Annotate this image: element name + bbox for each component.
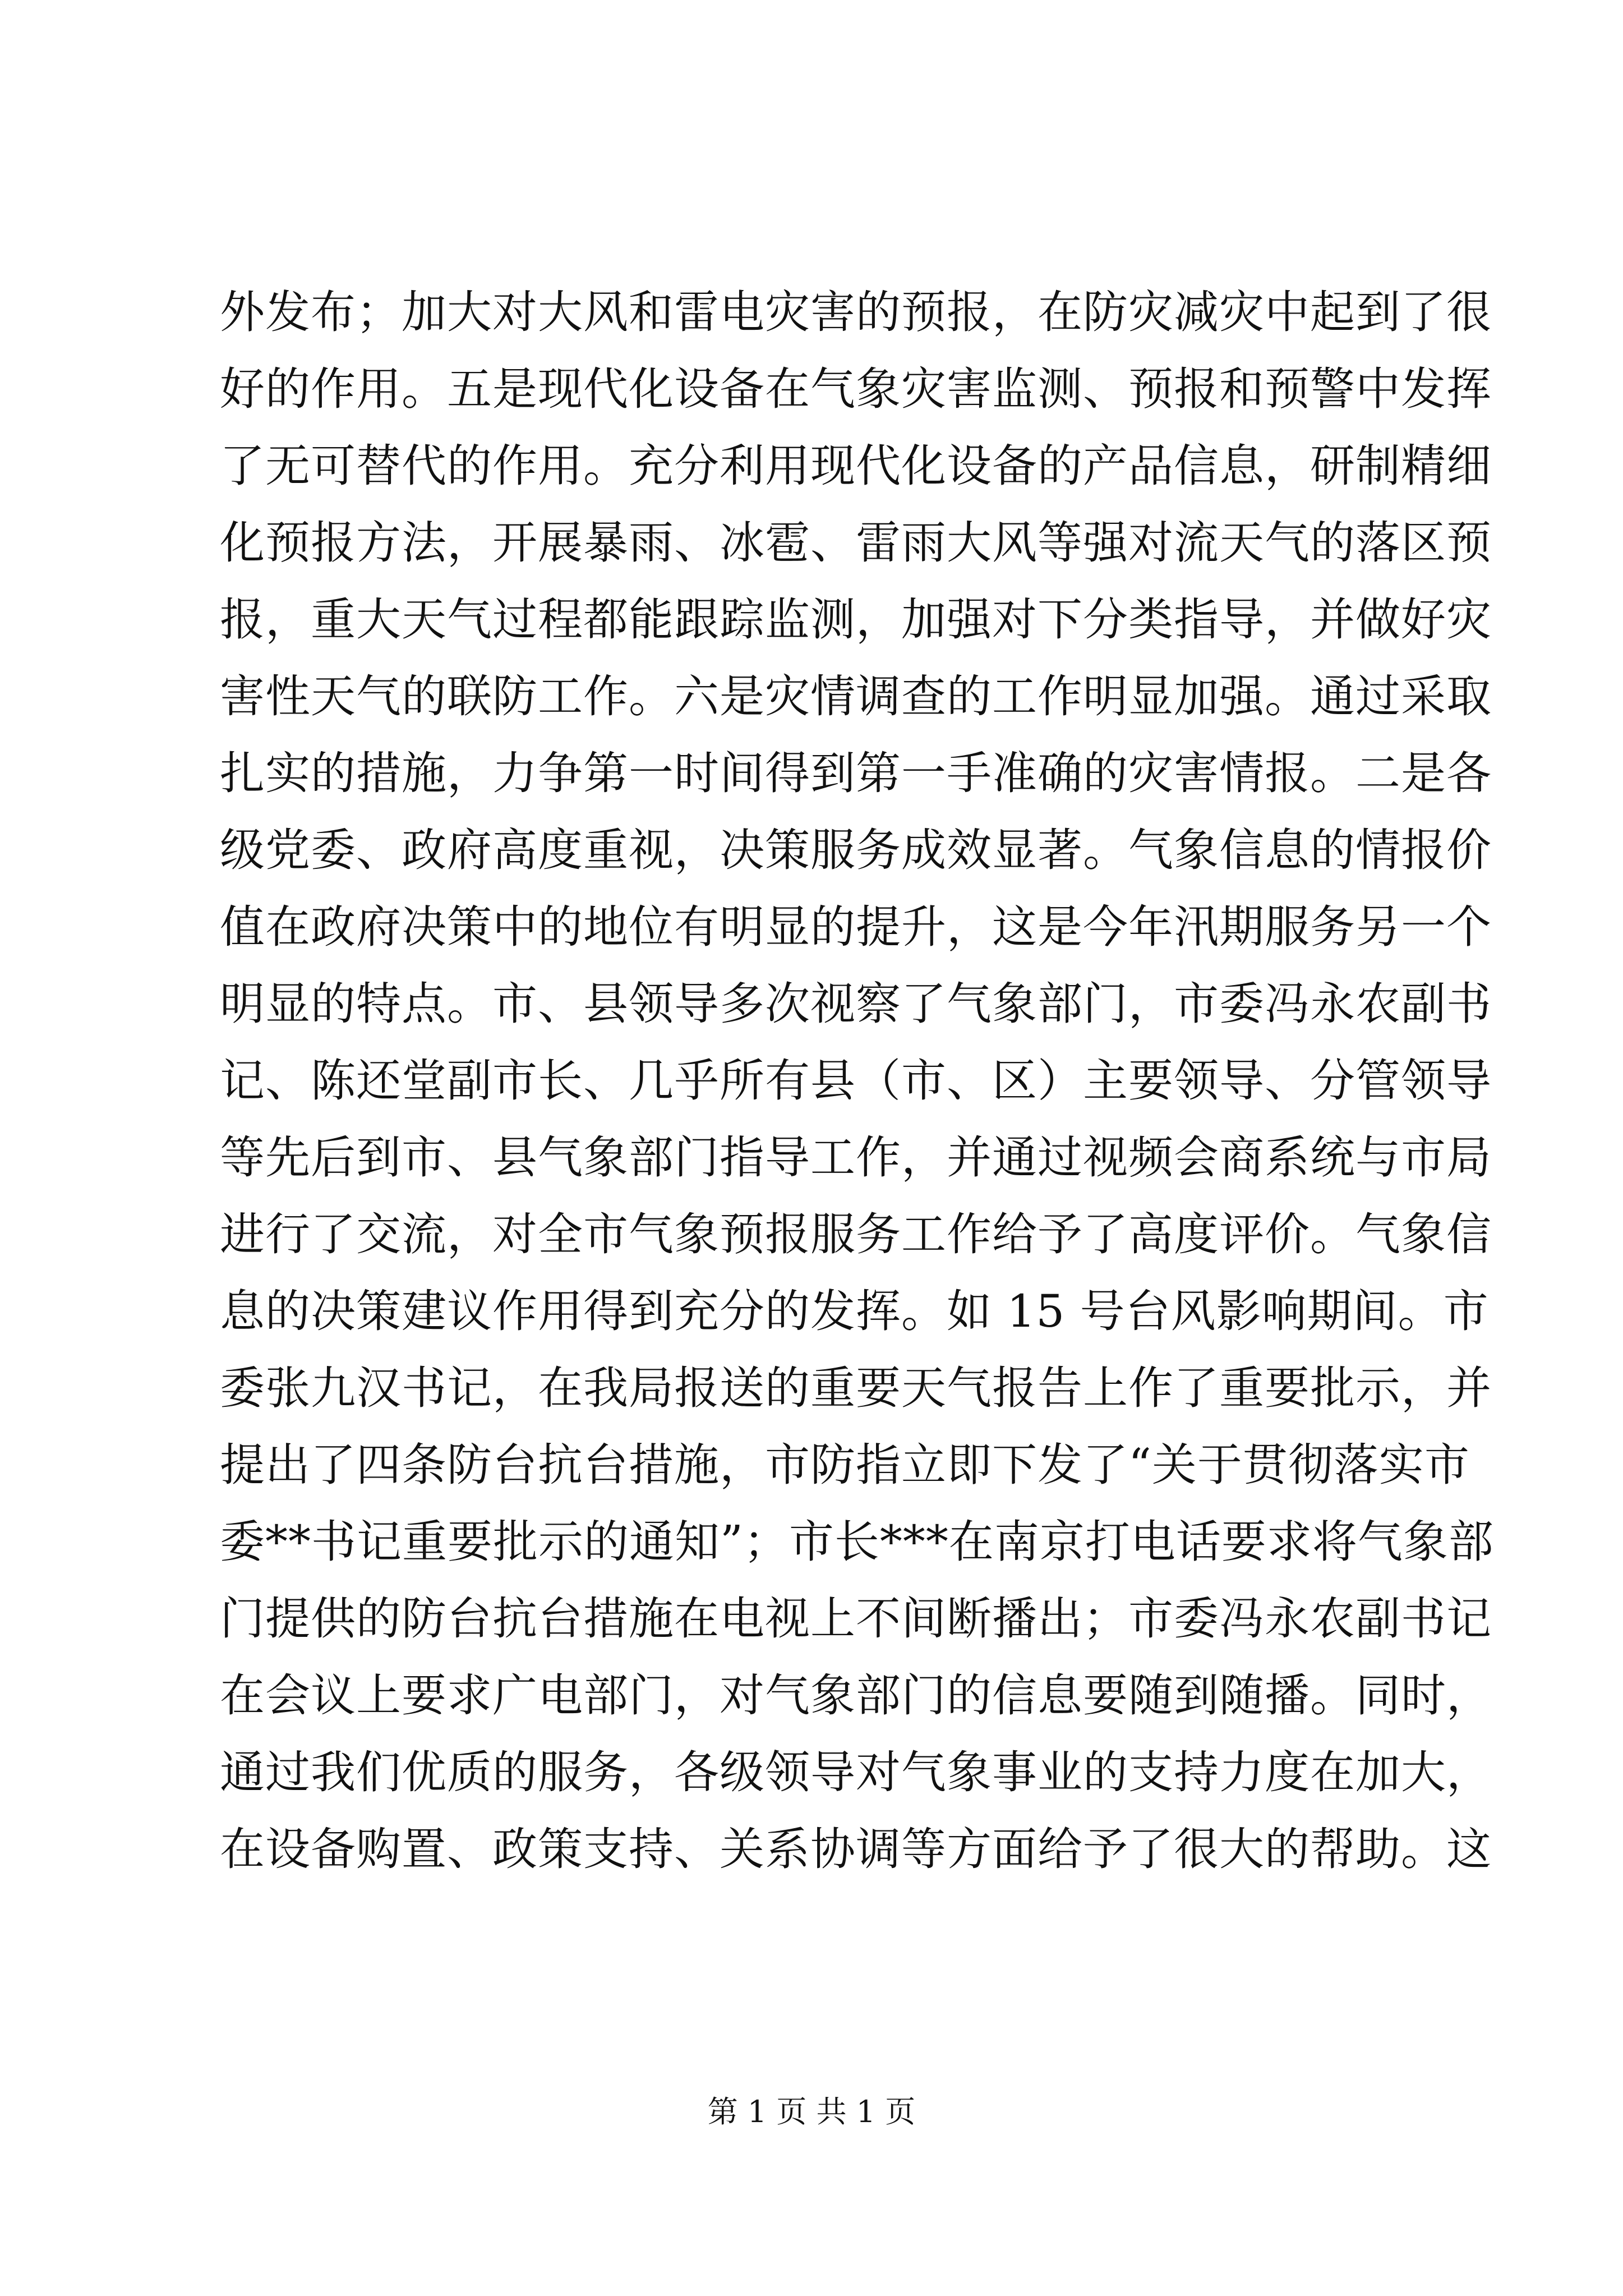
text-line-3: 了无可替代的作用。充分利用现代化设备的产品信息，研制精细 [220, 440, 1492, 492]
text-line-16: 提出了四条防台抗台措施，市防指立即下发了“关于贯彻落实市 [220, 1439, 1470, 1491]
text-line-1: 外发布；加大对大风和雷电灾害的预报，在防灾减灾中起到了很 [220, 286, 1492, 338]
page-number-footer: 第 1 页 共 1 页 [707, 2094, 916, 2129]
text-line-17: 委**书记重要批示的通知”；市长***在南京打电话要求将气象部 [220, 1516, 1494, 1568]
text-line-2: 好的作用。五是现代化设备在气象灾害监测、预报和预警中发挥 [220, 363, 1492, 415]
text-line-15: 委张九汉书记，在我局报送的重要天气报告上作了重要批示，并 [220, 1362, 1492, 1414]
text-line-21: 在设备购置、政策支持、关系协调等方面给予了很大的帮助。这 [220, 1823, 1492, 1875]
text-line-20: 通过我们优质的服务，各级领导对气象事业的支持力度在加大， [220, 1746, 1492, 1798]
text-line-5: 报，重大天气过程都能跟踪监测，加强对下分类指导，并做好灾 [220, 593, 1492, 646]
text-line-14: 息的决策建议作用得到充分的发挥。如 15 号台风影响期间。市 [220, 1285, 1489, 1337]
body-text [220, 274, 1494, 1888]
text-line-4: 化预报方法，开展暴雨、冰雹、雷雨大风等强对流天气的落区预 [220, 517, 1492, 569]
text-line-18: 门提供的防台抗台措施在电视上不间断播出；市委冯永农副书记 [220, 1593, 1492, 1645]
text-line-12: 等先后到市、县气象部门指导工作，并通过视频会商系统与市局 [220, 1131, 1492, 1184]
text-line-13: 进行了交流，对全市气象预报服务工作给予了高度评价。气象信 [220, 1208, 1492, 1260]
text-line-6: 害性天气的联防工作。六是灾情调查的工作明显加强。通过采取 [220, 670, 1492, 723]
text-line-9: 值在政府决策中的地位有明显的提升，这是今年汛期服务另一个 [220, 901, 1492, 953]
text-line-11: 记、陈还堂副市长、几乎所有县（市、区）主要领导、分管领导 [220, 1055, 1492, 1107]
text-line-10: 明显的特点。市、县领导多次视察了气象部门，市委冯永农副书 [220, 978, 1492, 1030]
text-line-8: 级党委、政府高度重视，决策服务成效显著。气象信息的情报价 [220, 824, 1492, 876]
text-line-19: 在会议上要求广电部门，对气象部门的信息要随到随播。同时， [220, 1669, 1492, 1722]
text-line-7: 扎实的措施，力争第一时间得到第一手准确的灾害情报。二是各 [220, 747, 1492, 799]
